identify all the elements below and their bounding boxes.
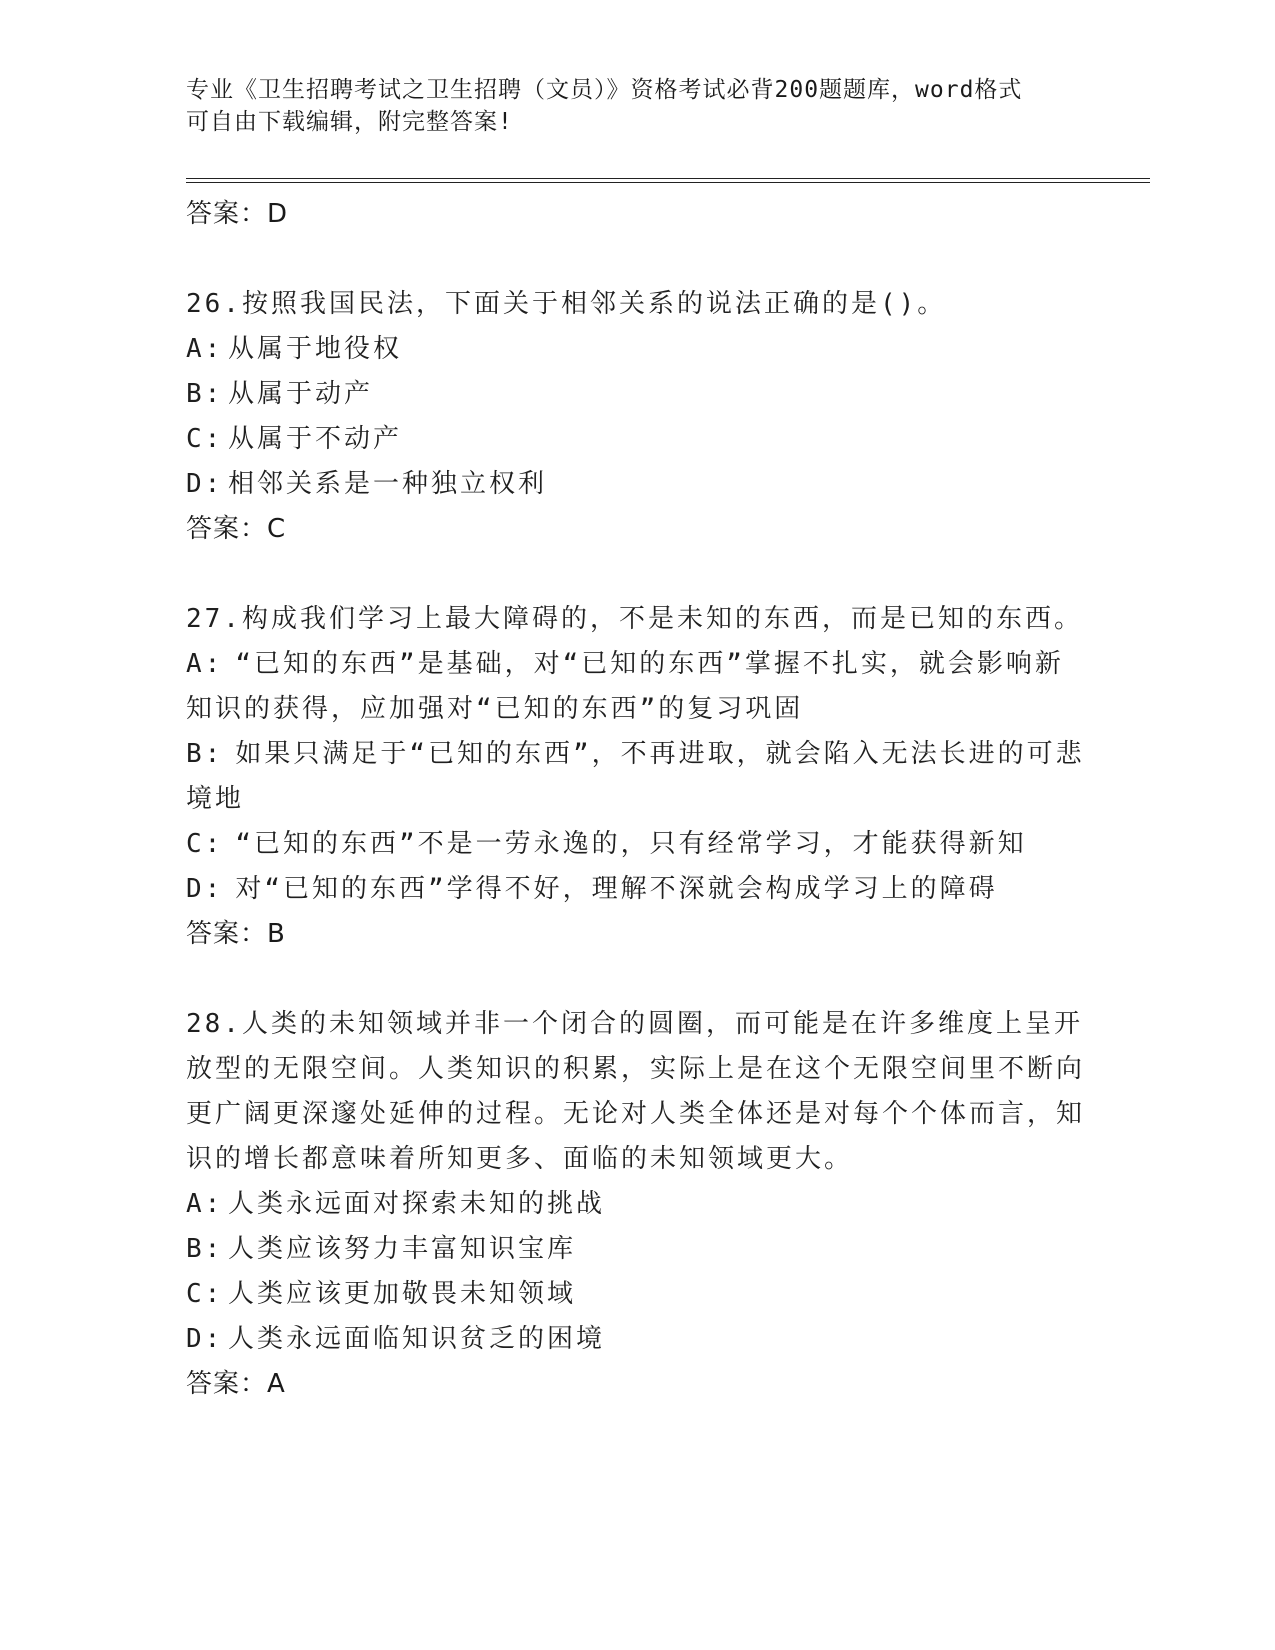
option-text: 从属于不动产 [228,424,403,454]
option-text: 如果只满足于“已知的东西”，不再进取，就会陷入无法长进的可悲境地 [186,739,1085,814]
option-text: “已知的东西”不是一劳永逸的，只有经常学习，才能获得新知 [235,829,1027,859]
option-label: B: [186,379,224,409]
option-d [186,1317,1086,1362]
option-text: “已知的东西”是基础，对“已知的东西”掌握不扎实，就会影响新知识的获得，应加强对“已知的东西”的复习巩固 [186,649,1064,724]
option-c [186,822,1086,867]
option-label: B: [186,1234,224,1264]
option-label: A: [186,334,224,364]
option-label: C: [186,1279,224,1309]
option-b [186,732,1086,822]
option-text: 相邻关系是一种独立权利 [228,469,548,499]
option-c [186,1272,1086,1317]
option-label: D: [186,874,224,904]
answer-line: 答案：B [186,919,286,949]
option-d [186,462,1086,507]
option-text: 人类应该努力丰富知识宝库 [228,1234,577,1264]
document-body [186,192,1086,1406]
option-a [186,327,1086,372]
question-text: 27.构成我们学习上最大障碍的，不是未知的东西，而是已知的东西。 [186,604,1083,634]
answer-line: 答案：A [186,1369,286,1399]
option-text: 从属于动产 [228,379,374,409]
option-label: A: [186,1189,224,1219]
question-28 [186,1002,1086,1406]
header-divider [186,178,1150,183]
question-text: 26.按照我国民法，下面关于相邻关系的说法正确的是()。 [186,289,947,319]
option-label: C: [186,829,224,859]
header-line-2: 可自由下载编辑，附完整答案! [186,109,513,135]
option-b [186,1227,1086,1272]
option-a [186,642,1086,732]
answer-line: 答案：D [186,199,289,229]
question-text: 28.人类的未知领域并非一个闭合的圆圈，而可能是在许多维度上呈开放型的无限空间。人类知识的积累，实际上是在这个无限空间里不断向更广阔更深邃处延伸的过程。无论对人类全体还是对每个个体而言，知识的增长都意味着所知更多、面临的未知领域更大。 [186,1009,1086,1174]
option-text: 人类永远面临知识贫乏的困境 [228,1324,606,1354]
document-header [186,74,1066,138]
option-label: D: [186,1324,224,1354]
option-a [186,1182,1086,1227]
header-line-1: 专业《卫生招聘考试之卫生招聘（文员）》资格考试必背200题题库，word格式 [186,77,1023,103]
option-text: 对“已知的东西”学得不好，理解不深就会构成学习上的障碍 [235,874,998,904]
option-text: 从属于地役权 [228,334,403,364]
option-label: C: [186,424,224,454]
answer-line: 答案：C [186,514,287,544]
option-label: D: [186,469,224,499]
option-label: B: [186,739,224,769]
question-27 [186,597,1086,956]
option-d [186,867,1086,912]
option-b [186,372,1086,417]
question-26 [186,282,1086,551]
option-c [186,417,1086,462]
option-label: A: [186,649,224,679]
option-text: 人类永远面对探索未知的挑战 [228,1189,606,1219]
option-text: 人类应该更加敬畏未知领域 [228,1279,577,1309]
